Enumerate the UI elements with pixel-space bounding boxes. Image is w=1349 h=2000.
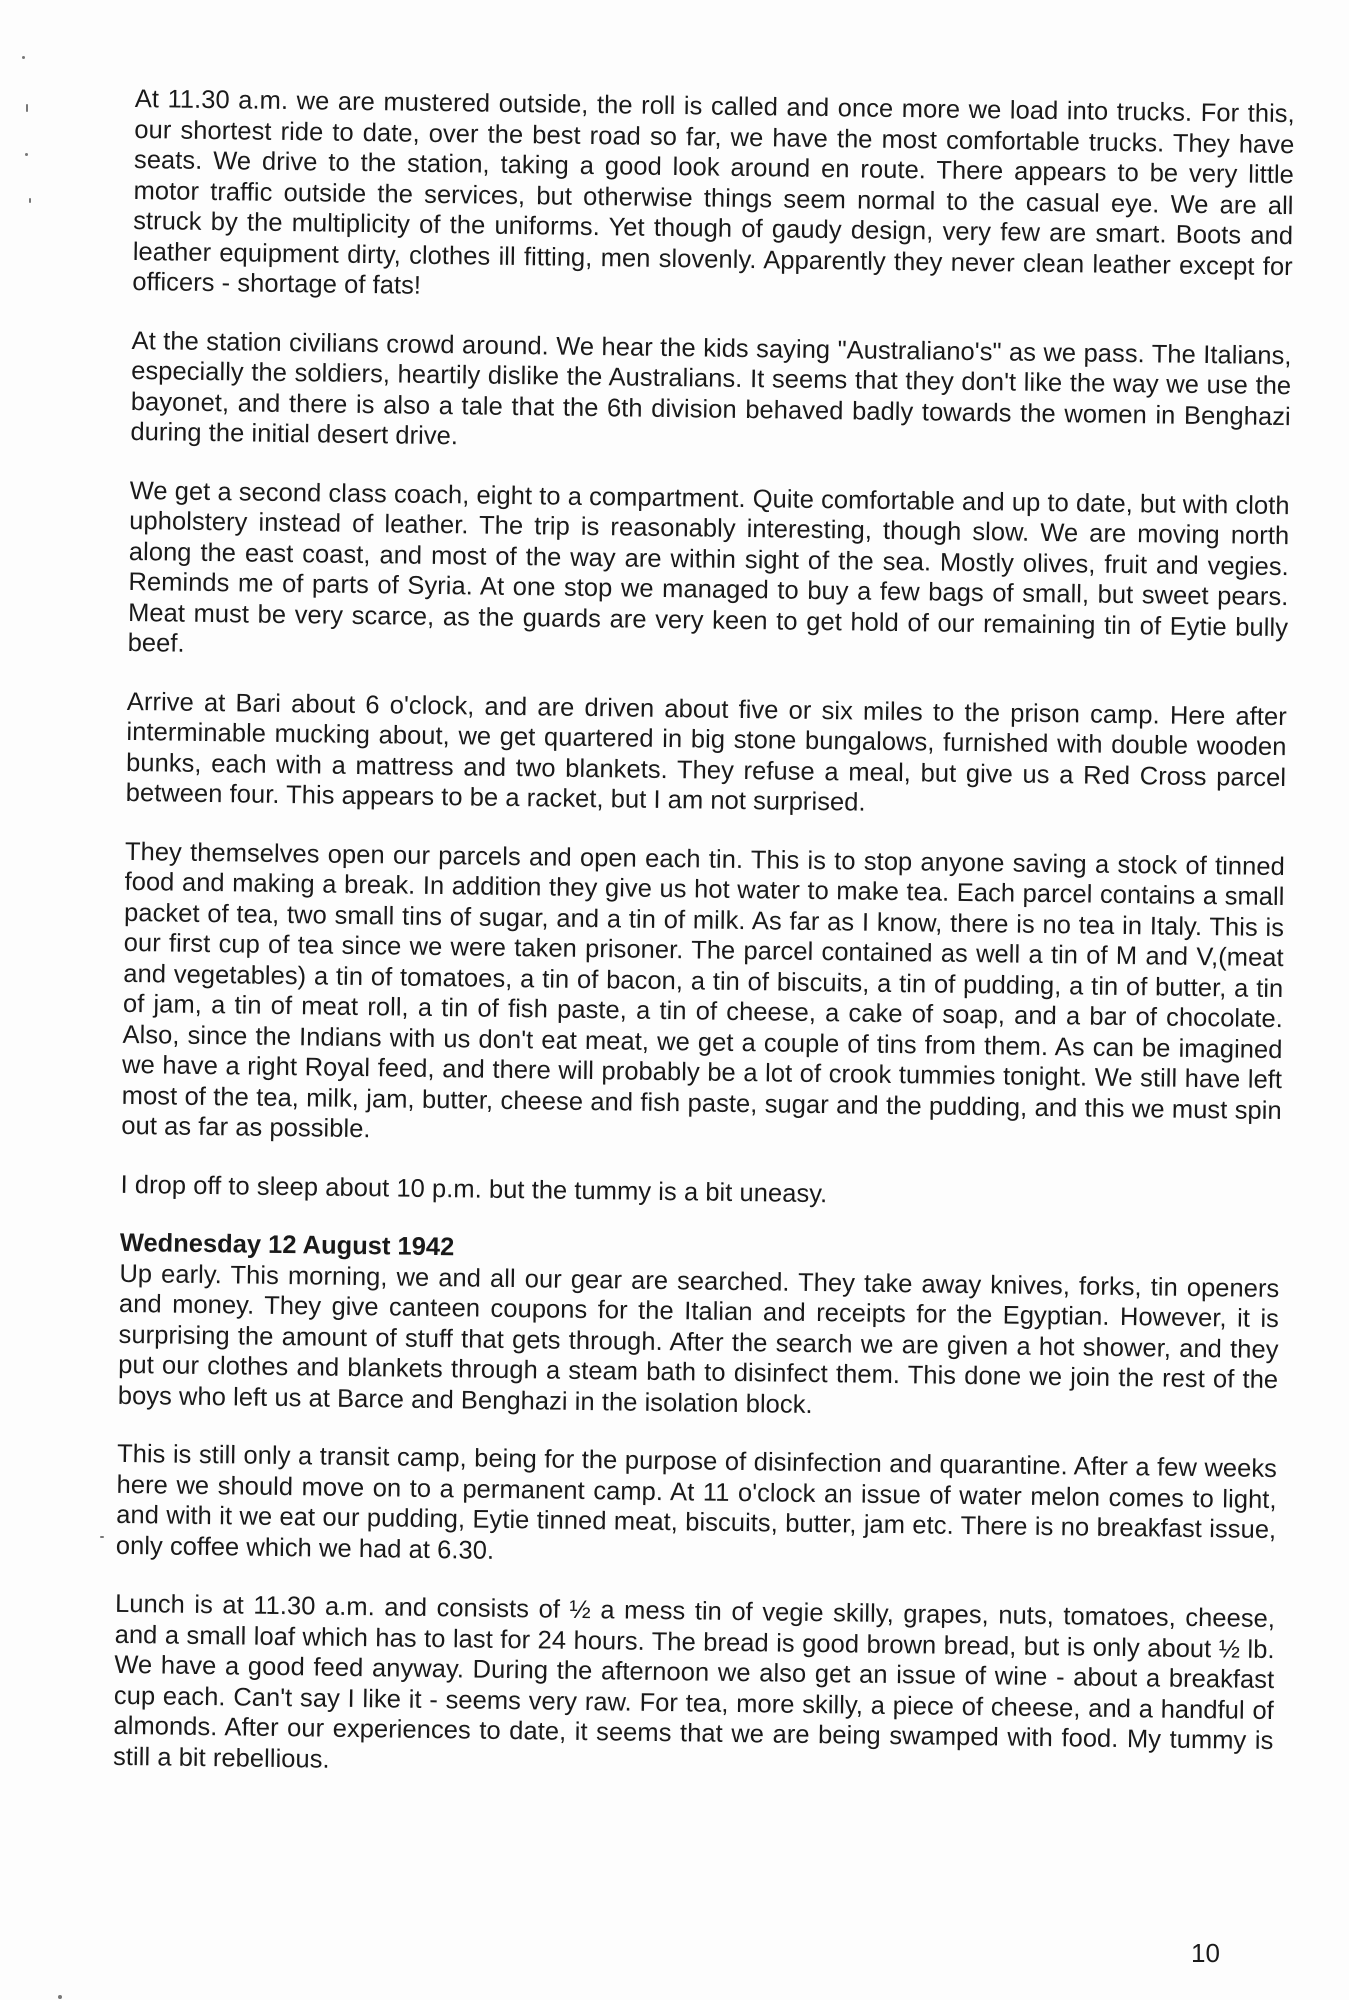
body-paragraph: Lunch is at 11.30 a.m. and consists of ½ a mess tin of vegie skilly, grapes, nuts, tomatoes, cheese, and a small loaf which has to last for 24 hours. The bread is good brown bread, but is only about ½ lb. We have a good feed anyway. During the afternoon we also get an issue of wine - about a breakfast cup each. Can't say I like it - seems very raw. For tea, more skilly, a piece of cheese, and a handful of almonds. After our experiences to date, it seems that we are being swamped with food. My tummy is still a bit rebellious. xyxy=(112,1589,1276,1774)
scan-speck xyxy=(26,104,28,112)
diary-date-heading: Wednesday 12 August 1942 xyxy=(119,1228,455,1262)
scan-speck xyxy=(29,198,31,203)
scan-speck xyxy=(22,56,25,59)
scan-speck xyxy=(25,153,28,156)
body-paragraph: They themselves open our parcels and open each tin. This is to stop anyone saving a stock of tinned food and making a break. In addition they give us hot water to make tea. Each parcel contains a small packet of tea, two small tins of sugar, and a tin of milk. As far as I know, there is no tea in Italy. This is our first cup of tea since we were taken prisoner. The parcel contained as well a tin of M and V,(meat and vegetables) a tin of tomatoes, a tin of bacon, a tin of biscuits, a tin of pudding, a tin of butter, a tin of jam, a tin of meat roll, a tin of fish paste, a tin of cheese, a cake of soap, and a bar of chocolate. Also, since the Indians with us don't eat meat, we get a couple of tins from them. As can be imagined we have a right Royal feed, and there will probably be a lot of crook tummies tonight. We still have left most of the tea, milk, jam, butter, cheese and fish paste, sugar and the pudding, and this we must spin out as far as possible. xyxy=(121,837,1286,1144)
body-paragraph: I drop off to sleep about 10 p.m. but the tummy is a bit uneasy. xyxy=(120,1170,828,1208)
body-paragraph: Up early. This morning, we and all our gear are searched. They take away knives, forks, tin openers and money. They give canteen coupons for the Italian and receipts for the Egyptian. However, it is surprising the amount of stuff that gets through. After the search we are given a hot shower, and they put our clothes and blankets through a steam bath to disinfect them. This done we join the rest of the boys who left us at Barce and Benghazi in the isolation block. xyxy=(117,1259,1280,1419)
body-paragraph: Arrive at Bari about 6 o'clock, and are driven about five or six miles to the prison camp. Here after interminable mucking about, we get quartered in big stone bungalows, furnished with double wooden bunks, each with a mattress and two blankets. They refuse a meal, but give us a Red Cross parcel between four. This appears to be a racket, but I am not surprised. xyxy=(125,687,1288,817)
document-body xyxy=(113,84,1295,1815)
body-paragraph: At the station civilians crowd around. We hear the kids saying "Australiano's" as we pass. The Italians, especially the soldiers, heartily dislike the Australians. It seems that they don't like the way we use the bayonet, and there is also a tale that the 6th division behaved badly towards the women in Benghazi during the initial desert drive. xyxy=(130,326,1292,451)
scan-speck xyxy=(58,1995,62,1999)
body-paragraph: At 11.30 a.m. we are mustered outside, the roll is called and once more we load into trucks. For this, our shortest ride to date, over the best road so far, we have the most comfortable trucks. They have seats. We drive to the station, taking a good look around en route. There appears to be very little motor traffic outside the services, but otherwise things seem normal to the casual eye. We are all struck by the multiplicity of the uniforms. Yet though of gaudy design, very few are smart. Boots and leather equipment dirty, clothes ill fitting, men slovenly. Apparently they never clean leather except for officers - shortage of fats! xyxy=(132,84,1295,300)
page-number: 10 xyxy=(1191,1938,1220,1968)
scan-speck xyxy=(100,1536,104,1538)
body-paragraph: This is still only a transit camp, being for the purpose of disinfection and quarantine. After a few weeks here we should move on to a permanent camp. At 11 o'clock an issue of water melon comes to light, and with it we eat our pudding, Eytie tinned meat, biscuits, butter, jam etc. There is no breakfast issue, only coffee which we had at 6.30. xyxy=(115,1439,1278,1565)
body-paragraph: We get a second class coach, eight to a compartment. Quite comfortable and up to date, but with cloth upholstery instead of leather. The trip is reasonably interesting, though slow. We are moving north along the east coast, and most of the way are within sight of the sea. Mostly olives, fruit and vegies. Reminds me of parts of Syria. At one stop we managed to buy a few bags of small, but sweet pears. Meat must be very scarce, as the guards are very keen to get hold of our remaining tin of Eytie bully beef. xyxy=(127,476,1290,658)
